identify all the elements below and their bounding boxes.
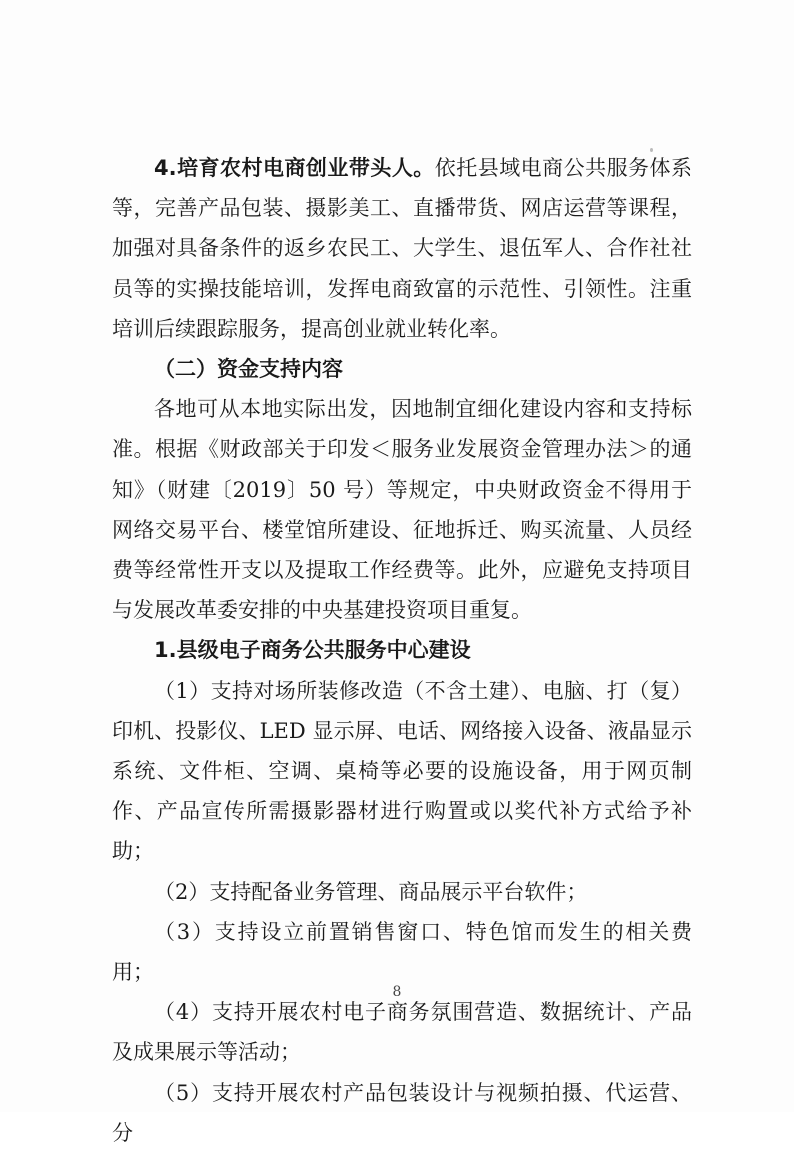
subheading: 1.县级电子商务公共服务中心建设 — [154, 638, 471, 663]
body-text — [112, 148, 692, 1153]
list-item: （4）支持开展农村电子商务氛围营造、数据统计、产品及成果展示等活动； — [112, 1000, 692, 1065]
list-item: （5）支持开展农村产品包装设计与视频拍摄、代运营、分 — [112, 1080, 692, 1145]
section-paragraph: 各地可从本地实际出发，因地制宜细化建设内容和支持标准。根据《财政部关于印发＜服务业发展资金管理办法＞的通知》（财建〔2019〕50 号）等规定，中央财政资金不得用于网络交易平台、楼堂馆所建设、征地拆迁、购买流量、人员经费等经常性开支以及提取工作经费等。此外，应避免支持项目与发展改革委安排的中央基建投资项目重复。 — [112, 397, 692, 623]
list-item: （2）支持配备业务管理、商品展示平台软件； — [154, 879, 588, 904]
paragraph-body: 依托县域电商公共服务体系等，完善产品包装、摄影美工、直播带货、网店运营等课程，加强对具备条件的返乡农民工、大学生、退伍军人、合作社社员等的实操技能培训，发挥电商致富的示范性、引领性。注重培训后续跟踪服务，提高创业就业转化率。 — [112, 156, 693, 341]
paragraph-lead: 4.培育农村电商创业带头人。 — [154, 156, 435, 180]
paragraph-entrepreneur-training — [112, 148, 692, 349]
page-number: 8 — [392, 984, 402, 1000]
list-item: （3）支持设立前置销售窗口、特色馆而发生的相关费用； — [112, 919, 692, 985]
list-item: （1）支持对场所装修改造（不含土建）、电脑、打（复）印机、投影仪、LED 显示屏、电话、网络接入设备、液晶显示系统、文件柜、空调、桌椅等必要的设施设备，用于网页制作、产品宣传所需摄影器材进行购置或以奖代补方式给予补助； — [112, 678, 692, 864]
section-heading: （二）资金支持内容 — [154, 357, 343, 382]
